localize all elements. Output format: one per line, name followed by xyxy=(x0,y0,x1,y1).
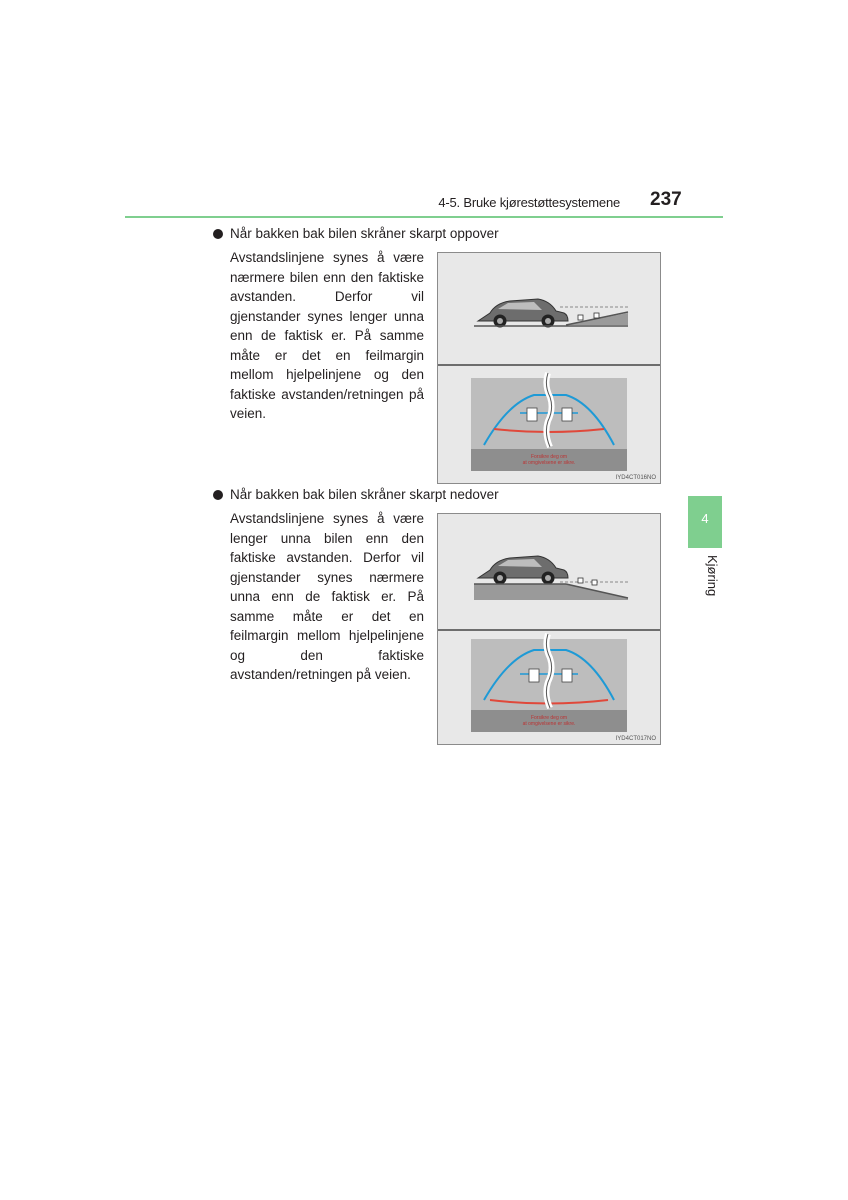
bullet-heading-downhill xyxy=(213,487,499,502)
bullet-heading-uphill xyxy=(213,226,499,241)
header-divider xyxy=(125,216,723,218)
bullet-heading-text: Når bakken bak bilen skråner skarpt oppover xyxy=(230,226,499,241)
screen-warning-line2: at omgivelsene er sikre. xyxy=(522,460,576,466)
screen-warning-line2: at omgivelsene er sikre. xyxy=(522,721,576,727)
car-side-view xyxy=(478,299,568,328)
camera-screen xyxy=(471,373,627,471)
ground-downhill xyxy=(474,584,628,600)
camera-screen xyxy=(471,634,627,732)
bullet-icon xyxy=(213,229,223,239)
car-side-view xyxy=(478,556,568,585)
figure-downhill xyxy=(437,513,661,745)
bullet-icon xyxy=(213,490,223,500)
figure-code: IYD4CT017NO xyxy=(615,736,656,742)
bullet-heading-text: Når bakken bak bilen skråner skarpt nedover xyxy=(230,487,499,502)
figure-code: IYD4CT016NO xyxy=(615,475,656,481)
paragraph-uphill: Avstandslinjene synes å være nærmere bilen enn den faktiske avstanden. Derfor vil gjenstander synes lenger unna enn de faktisk er. På samme måte er det en feilmargin mellom hjelpelinjene og den faktiske avstanden/retningen på veien. xyxy=(230,250,424,421)
section-title: 4-5. Bruke kjørestøttesystemene xyxy=(438,195,620,210)
screen-warning-line1: Forsikre deg om xyxy=(530,715,568,721)
figure-uphill xyxy=(437,252,661,484)
chapter-tab: 4 xyxy=(688,496,722,548)
illustration-uphill xyxy=(438,253,660,483)
chapter-label: Kjøring xyxy=(705,555,720,597)
illustration-downhill xyxy=(438,514,660,744)
page-number: 237 xyxy=(650,189,682,210)
screen-warning-line1: Forsikre deg om xyxy=(530,454,568,460)
paragraph-downhill: Avstandslinjene synes å være lenger unna bilen enn den faktiske avstanden. Derfor vil gjenstander synes nærmere unna enn de faktisk er. På samme måte er det en feilmargin mellom hjelpelinjene og den faktiske avstanden/retningen på veien. xyxy=(230,511,424,682)
